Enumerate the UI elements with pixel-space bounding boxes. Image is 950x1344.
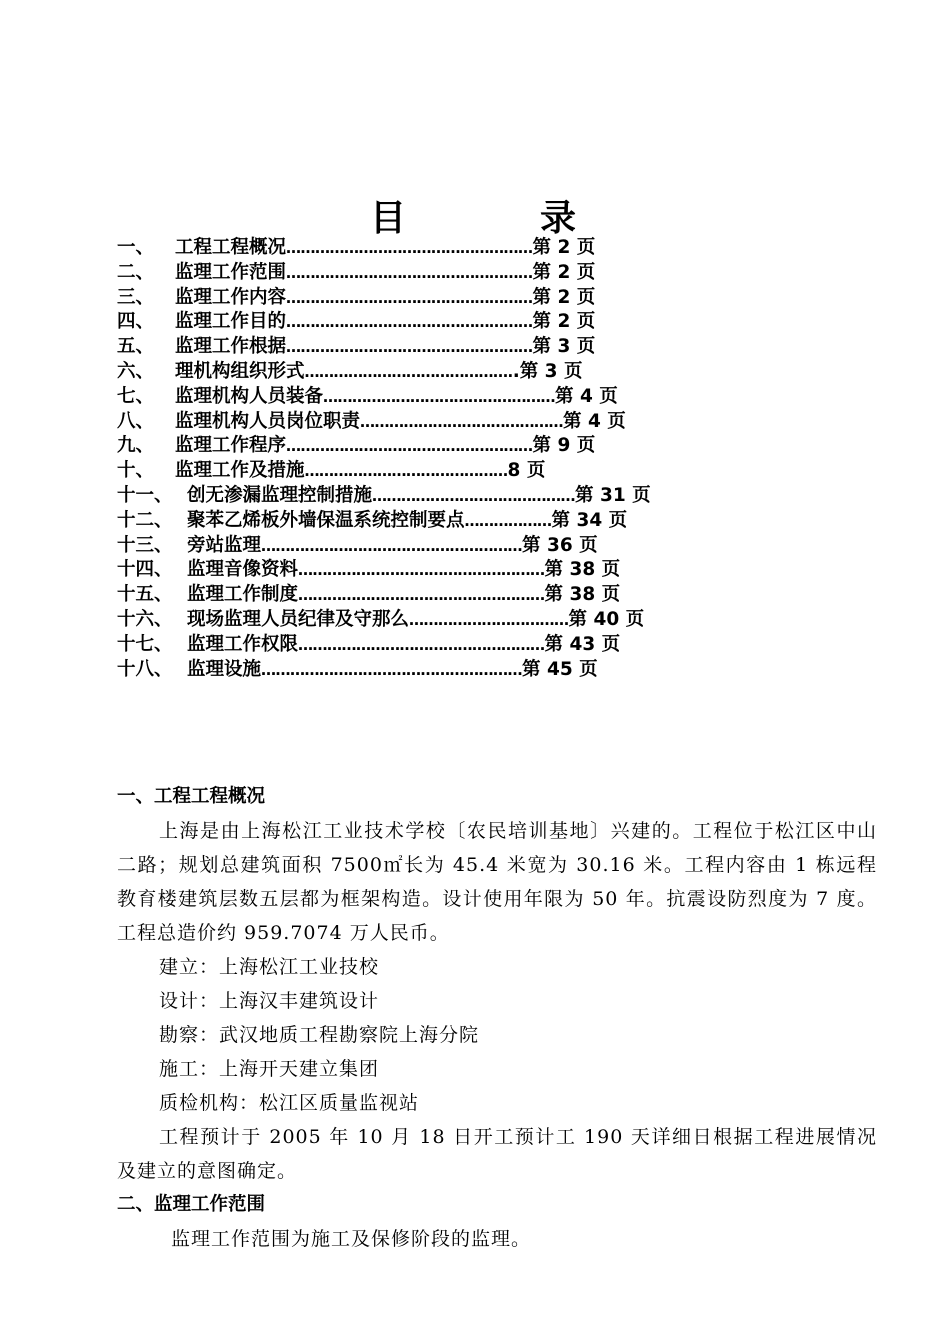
toc-entry[interactable]: [117, 608, 757, 633]
toc-entry-page: 第 2 页: [532, 286, 596, 308]
toc-entry-page: 第 34 页: [551, 509, 628, 531]
section2-heading: 二、监理工作范围: [117, 1194, 266, 1215]
toc-entry-page: 第 4 页: [563, 410, 626, 432]
toc-entry-num: 五、: [117, 336, 155, 358]
toc-entry-label: 监理工作根据: [175, 336, 287, 358]
toc-entry-num: 十、: [117, 460, 155, 482]
toc-entry-label: 监理工作制度: [187, 584, 299, 606]
toc-entry[interactable]: [117, 484, 757, 509]
toc-entry-num: 十八、: [117, 658, 173, 680]
toc-entry-dots: ……………………………………: [372, 486, 576, 505]
toc-entry-num: 十六、: [117, 608, 173, 630]
toc-entry-dots: …………………………………….: [304, 362, 513, 381]
toc-entry-label: 创无渗漏监理控制措施: [187, 484, 373, 506]
toc-entry-dots: ……………………………………………: [286, 313, 533, 332]
survey-line: 勘察：武汉地质工程勘察院上海分院: [159, 1024, 480, 1046]
toc-entry[interactable]: [117, 385, 757, 410]
toc-title: [0, 190, 950, 241]
toc-entry-num: 三、: [117, 286, 155, 308]
toc-entry-page: 第 40 页: [568, 608, 645, 630]
toc-entry-label: 监理机构人员装备: [175, 385, 324, 407]
toc-entry-num: 十三、: [117, 534, 173, 556]
toc-entry-num: 十二、: [117, 509, 173, 531]
toc-entry[interactable]: [117, 335, 757, 360]
toc-entry-page: 第 43 页: [544, 633, 621, 655]
toc-entry-num: 十七、: [117, 633, 173, 655]
toc-entry-label: 监理工作程序: [175, 435, 287, 457]
toc-entry-page: 第 2 页: [532, 261, 596, 283]
toc-entry-label: 监理工作及措施: [175, 460, 305, 482]
toc-entry[interactable]: [117, 534, 757, 559]
toc-entry-num: 十五、: [117, 584, 173, 606]
toc-entry-label: 聚苯乙烯板外墙保温系统控制要点: [187, 509, 465, 531]
toc-entry-page: 8 页: [507, 460, 546, 482]
toc-entry-dots: ………………: [464, 511, 552, 530]
owner-line: 建立：上海松江工业技校: [159, 956, 380, 978]
toc-entry-label: 监理设施: [187, 658, 262, 680]
toc-entry-page: 第 9 页: [532, 435, 596, 457]
toc-entry-label: 旁站监理: [187, 534, 262, 556]
toc-entry-dots: ……………………………: [409, 610, 569, 629]
toc-entry[interactable]: [117, 658, 757, 683]
toc-title-right: 录: [540, 198, 581, 239]
toc-entry-num: 七、: [117, 385, 155, 407]
table-of-contents: [117, 236, 757, 682]
toc-entry[interactable]: [117, 434, 757, 459]
toc-entry-page: 第 38 页: [544, 559, 621, 581]
document-body: [117, 780, 877, 1256]
toc-entry-num: 四、: [117, 311, 155, 333]
section1-paragraph: 上海是由上海松江工业技术学校〔农民培训基地〕兴建的。工程位于松江区中山二路；规划总建筑面积 7500㎡长为 45.4 米宽为 30.16 米。工程内容由 1 栋远程教育楼建筑层数五层都为框架构造。设计使用年限为 50 年。抗震设防烈度为 7 度。工程总造价约 959.7074 万人民币。: [117, 820, 877, 944]
toc-entry-label: 监理工作内容: [175, 286, 287, 308]
toc-entry-page: .第 3 页: [512, 360, 583, 382]
toc-entry[interactable]: [117, 633, 757, 658]
toc-entry[interactable]: [117, 410, 757, 435]
toc-entry-page: 第 3 页: [532, 336, 596, 358]
toc-entry-num: 九、: [117, 435, 155, 457]
toc-entry-label: 监理工作权限: [187, 633, 299, 655]
toc-entry-page: 第 45 页: [522, 658, 598, 680]
toc-entry[interactable]: [117, 286, 757, 311]
toc-entry-page: 第 4 页: [555, 385, 618, 407]
toc-entry[interactable]: [117, 459, 757, 484]
toc-entry-num: 十一、: [117, 484, 173, 506]
toc-entry[interactable]: [117, 583, 757, 608]
section2-paragraph: 监理工作范围为施工及保修阶段的监理。: [171, 1228, 532, 1250]
toc-entry-dots: ……………………………………………: [298, 635, 545, 654]
toc-entry-num: 六、: [117, 360, 155, 382]
toc-entry[interactable]: [117, 558, 757, 583]
toc-entry-dots: ……………………………………: [360, 412, 564, 431]
toc-entry-dots: ……………………………………………: [298, 586, 545, 605]
toc-entry-num: 十四、: [117, 559, 173, 581]
toc-entry-dots: ……………………………………………: [286, 263, 533, 282]
toc-entry-page: 第 36 页: [522, 534, 598, 556]
toc-entry-label: 监理工作范围: [175, 261, 287, 283]
toc-entry-num: 八、: [117, 410, 155, 432]
toc-entry-label: 监理工作目的: [175, 311, 287, 333]
toc-entry-label: 工程工程概况: [175, 237, 287, 258]
toc-entry-dots: ……………………………………………: [286, 239, 533, 257]
toc-entry[interactable]: [117, 261, 757, 286]
toc-entry-num: 一、: [117, 237, 155, 258]
toc-entry-page: 第 31 页: [575, 484, 651, 506]
toc-entry-label: 监理音像资料: [187, 559, 299, 581]
section1-heading: 一、工程工程概况: [117, 786, 266, 807]
designer-line: 设计：上海汉丰建筑设计: [159, 990, 380, 1012]
toc-entry-label: 现场监理人员纪律及守那么: [187, 608, 410, 630]
toc-entry-label: 理机构组织形式: [175, 360, 305, 382]
toc-entry-num: 二、: [117, 261, 155, 283]
qc-line: 质检机构：松江区质量监视站: [159, 1092, 420, 1114]
toc-entry-dots: ……………………………………………: [286, 288, 533, 307]
toc-entry-dots: ……………………………………………: [286, 338, 533, 357]
schedule-paragraph: 工程预计于 2005 年 10 月 18 日开工预计工 190 天详细日根据工程进展情况及建立的意图确定。: [117, 1126, 877, 1182]
toc-entry-label: 监理机构人员岗位职责: [175, 410, 361, 432]
toc-entry-page: 第 2 页: [532, 311, 596, 333]
toc-entry-dots: ……………………………………: [304, 462, 508, 481]
contractor-line: 施工：上海开天建立集团: [159, 1058, 380, 1080]
toc-entry-page: 第 38 页: [544, 584, 621, 606]
toc-entry-dots: ………………………………………………: [261, 660, 523, 679]
toc-entry[interactable]: [117, 310, 757, 335]
toc-entry[interactable]: [117, 236, 757, 261]
toc-entry[interactable]: [117, 360, 757, 385]
toc-entry-dots: …………………………………………: [323, 387, 556, 406]
toc-title-left: 目: [369, 198, 410, 239]
toc-entry-dots: ………………………………………………: [261, 536, 523, 555]
toc-entry-page: 第 2 页: [532, 237, 596, 258]
toc-entry[interactable]: [117, 509, 757, 534]
toc-entry-dots: ……………………………………………: [286, 437, 533, 456]
toc-entry-dots: ……………………………………………: [298, 561, 545, 580]
